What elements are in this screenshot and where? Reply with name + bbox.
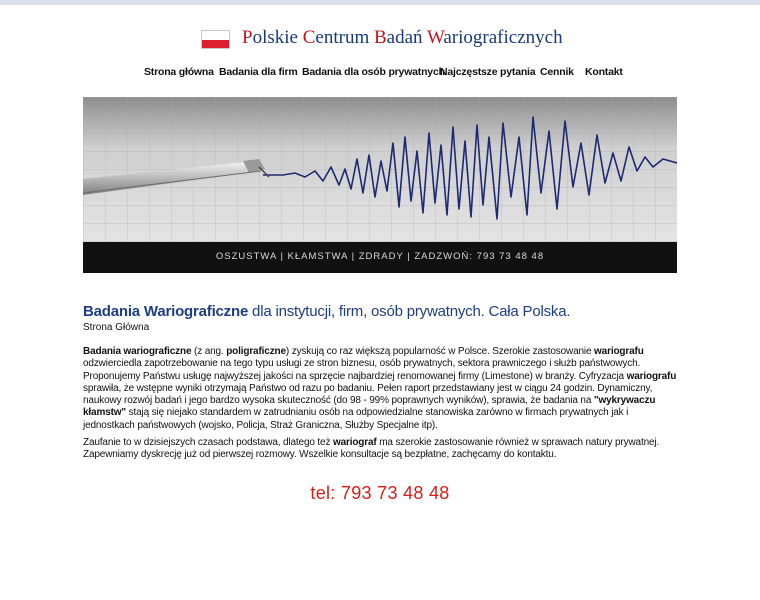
para-text: sprawiła, że wstępne wyniki otrzymają Państwo od razu po badaniu. Pełen raport przedstawiany jest w ciągu 24 godzin. Dynamiczny, naukowy rozwój badań i jego bardzo wysoka skuteczność (do 98 - 99% poprawnych wyników), sprawia, że badania na xyxy=(83,382,653,407)
nav-item-private[interactable]: Badania dla osób prywatnych xyxy=(302,66,445,78)
headline-rest: dla instytucji, firm, osób prywatnych. Cała Polska. xyxy=(248,303,571,320)
poland-flag-icon xyxy=(201,30,230,49)
para-strong: poligraficzne xyxy=(226,346,286,357)
nav-item-contact[interactable]: Kontakt xyxy=(585,66,623,78)
main-nav xyxy=(0,66,760,82)
para-text: odzwierciedla zapotrzebowanie na tego typu usługi ze stron biznesu, osób prywatnych, sektora prawniczego i służb państwowych. Proponujemy Państwu usługę najwyższej jakości na sprzęcie najbardziej renomowanej firmy (Limestone) w branży. Cyfryzacja xyxy=(83,358,641,382)
para-text: ma szerokie zastosowanie również w sprawach natury prywatnej. Zapewniamy dyskrecję już od pierwszej rozmowy. Wszelkie konsultacje są bezpłatne, zachęcamy do kontaktu. xyxy=(83,437,660,461)
para-text: ) zyskują co raz większą popularność w Polsce. Szerokie zastosowanie xyxy=(285,346,595,357)
para-strong: Badania wariograficzne xyxy=(83,346,192,357)
trust-paragraph xyxy=(83,437,677,462)
breadcrumb: Strona Główna xyxy=(83,322,150,333)
banner-caption: OSZUSTWA | KŁAMSTWA | ZDRADY | ZADZWOŃ: 793 73 48 48 xyxy=(215,251,545,262)
para-strong: wariografu xyxy=(626,370,677,382)
top-accent-bar xyxy=(0,0,760,5)
phone-number[interactable]: tel: 793 73 48 48 xyxy=(310,483,450,503)
title-initial: B xyxy=(373,27,387,48)
intro-paragraph xyxy=(83,346,677,432)
title-initial: W xyxy=(426,27,444,48)
page-headline xyxy=(83,303,570,320)
para-text: stają się niejako standardem w zatrudnianiu osób na odpowiedzialne stanowiska zarówno w firmach prywatnych jak i jednostkach państwowych (wojsko, Policja, Straż Graniczna, Służby Specjalne itp). xyxy=(83,407,629,431)
nav-item-companies[interactable]: Badania dla firm xyxy=(219,66,298,78)
headline-bold: Badania Wariograficzne xyxy=(83,303,249,320)
title-word: entrum xyxy=(315,27,374,48)
site-header xyxy=(0,24,760,56)
title-initial: P xyxy=(242,27,253,48)
para-strong: "wykrywaczu kłamstw" xyxy=(83,395,656,419)
nav-item-pricing[interactable]: Cennik xyxy=(540,66,574,78)
title-word: ariograficznych xyxy=(443,27,563,48)
para-text: (z ang. xyxy=(191,346,227,357)
polygraph-illustration xyxy=(83,97,677,273)
nav-item-faq[interactable]: Najczęstsze pytania xyxy=(440,66,536,78)
nav-item-home[interactable]: Strona główna xyxy=(144,66,214,78)
site-title[interactable] xyxy=(242,27,563,49)
hero-banner xyxy=(83,97,677,273)
title-initial: C xyxy=(302,27,316,48)
title-word: adań xyxy=(386,27,427,48)
para-text: Zaufanie to w dzisiejszych czasach podstawa, dlatego też xyxy=(83,437,333,448)
para-strong: wariografu xyxy=(594,346,644,357)
para-strong: wariograf xyxy=(332,437,377,448)
title-word: olskie xyxy=(252,27,303,48)
